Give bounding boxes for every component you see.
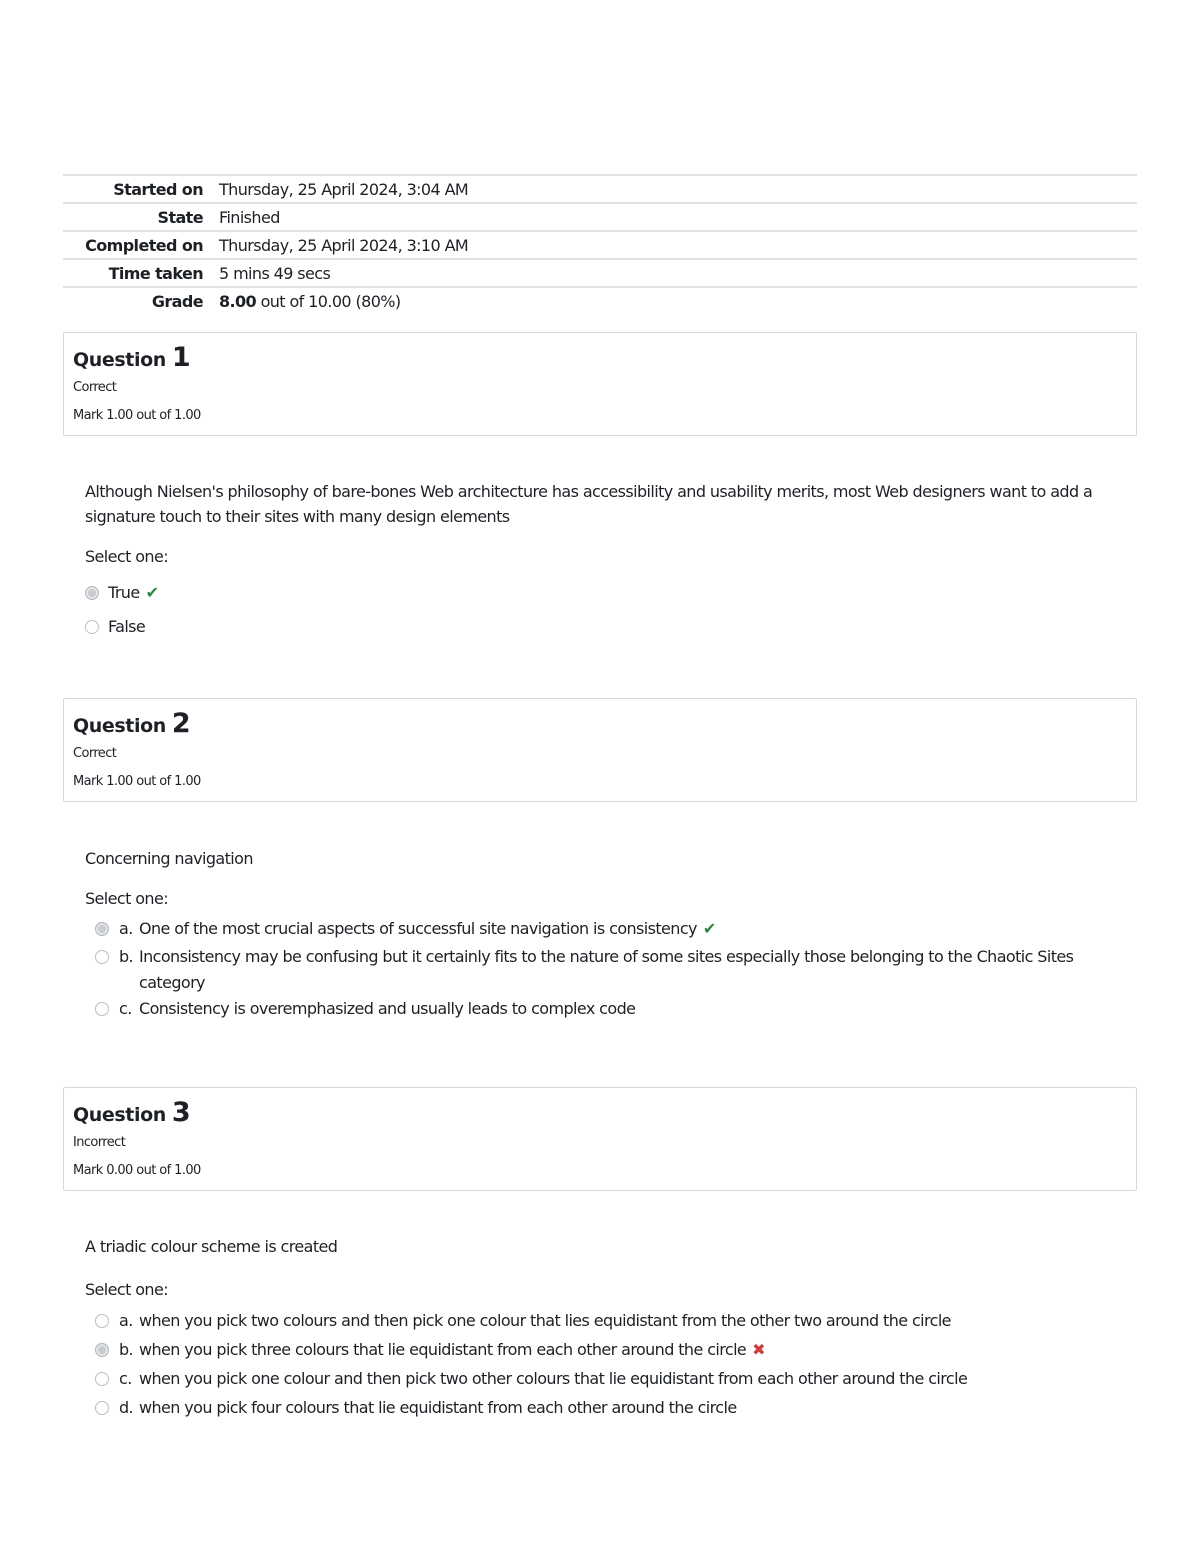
grade-score: 8.00 bbox=[219, 292, 257, 311]
answer-option-b[interactable] bbox=[95, 944, 1125, 996]
answer-options bbox=[85, 916, 1125, 1022]
question-state: Correct bbox=[73, 746, 117, 761]
question-1-content bbox=[85, 479, 1125, 640]
answer-option-c[interactable] bbox=[95, 996, 1125, 1022]
correct-check-icon: ✔ bbox=[702, 919, 716, 938]
summary-row-completed bbox=[63, 231, 1137, 259]
incorrect-cross-icon: ✖ bbox=[752, 1340, 765, 1359]
question-mark: Mark 0.00 out of 1.00 bbox=[73, 1163, 201, 1178]
option-label: True bbox=[108, 583, 140, 602]
question-number: Question 3 bbox=[73, 1097, 191, 1128]
option-label: Inconsistency may be confusing but it certainly fits to the nature of some sites especially those belonging to the Chaotic Sites category bbox=[139, 947, 1074, 992]
answer-options bbox=[85, 1308, 1125, 1421]
grade-rest: out of 10.00 (80%) bbox=[260, 292, 401, 311]
summary-label: Time taken bbox=[108, 263, 203, 283]
option-letter: b. bbox=[119, 947, 134, 966]
summary-row-grade bbox=[63, 287, 1137, 315]
summary-row-time-taken bbox=[63, 259, 1137, 287]
option-letter: c. bbox=[119, 999, 132, 1018]
answer-option-c[interactable] bbox=[95, 1366, 1125, 1395]
answer-option-a[interactable] bbox=[95, 1308, 1125, 1337]
option-letter: a. bbox=[119, 1311, 133, 1330]
option-letter: d. bbox=[119, 1398, 134, 1417]
option-label: when you pick four colours that lie equidistant from each other around the circle bbox=[139, 1398, 737, 1417]
summary-label: Started on bbox=[113, 179, 203, 199]
radio-button[interactable] bbox=[85, 620, 99, 634]
select-one-prompt: Select one: bbox=[85, 889, 169, 908]
question-state: Correct bbox=[73, 380, 117, 395]
summary-value: Thursday, 25 April 2024, 3:10 AM bbox=[219, 235, 469, 255]
option-label: False bbox=[108, 617, 146, 636]
question-3-content bbox=[85, 1234, 1125, 1421]
question-2-content bbox=[85, 846, 1125, 1022]
answer-options bbox=[85, 580, 1125, 640]
radio-button[interactable] bbox=[95, 1401, 109, 1415]
radio-button[interactable] bbox=[95, 922, 109, 936]
radio-button[interactable] bbox=[95, 1314, 109, 1328]
answer-option-false[interactable] bbox=[85, 614, 1125, 640]
summary-label: Grade bbox=[151, 292, 203, 311]
answer-option-a[interactable] bbox=[95, 916, 1125, 944]
question-1-info bbox=[63, 332, 1137, 436]
radio-button[interactable] bbox=[85, 586, 99, 600]
option-label: when you pick one colour and then pick two other colours that lie equidistant from each other around the circle bbox=[139, 1369, 968, 1388]
radio-button[interactable] bbox=[95, 1343, 109, 1357]
question-number: Question 1 bbox=[73, 342, 191, 373]
option-label: Consistency is overemphasized and usually leads to complex code bbox=[139, 999, 636, 1018]
option-label: when you pick three colours that lie equidistant from each other around the circle bbox=[139, 1340, 747, 1359]
question-text: A triadic colour scheme is created bbox=[85, 1237, 338, 1256]
question-number: Question 2 bbox=[73, 708, 191, 739]
option-letter: b. bbox=[119, 1340, 134, 1359]
summary-value: Thursday, 25 April 2024, 3:04 AM bbox=[219, 179, 469, 199]
select-one-prompt: Select one: bbox=[85, 547, 169, 566]
select-one-prompt: Select one: bbox=[85, 1280, 169, 1299]
summary-value bbox=[219, 287, 1137, 315]
radio-button[interactable] bbox=[95, 1002, 109, 1016]
option-letter: c. bbox=[119, 1369, 132, 1388]
summary-row-started bbox=[63, 175, 1137, 203]
radio-button[interactable] bbox=[95, 950, 109, 964]
question-mark: Mark 1.00 out of 1.00 bbox=[73, 408, 201, 423]
question-mark: Mark 1.00 out of 1.00 bbox=[73, 774, 201, 789]
summary-value: 5 mins 49 secs bbox=[219, 263, 331, 283]
attempt-summary-table bbox=[63, 174, 1137, 315]
option-label: One of the most crucial aspects of successful site navigation is consistency bbox=[139, 919, 697, 938]
summary-label: State bbox=[157, 207, 203, 227]
answer-option-d[interactable] bbox=[95, 1395, 1125, 1421]
question-state: Incorrect bbox=[73, 1135, 126, 1150]
answer-option-b[interactable] bbox=[95, 1337, 1125, 1366]
option-label: when you pick two colours and then pick one colour that lies equidistant from the other two around the circle bbox=[139, 1311, 951, 1330]
question-3-info bbox=[63, 1087, 1137, 1191]
summary-value: Finished bbox=[219, 207, 280, 227]
option-letter: a. bbox=[119, 919, 133, 938]
answer-option-true[interactable] bbox=[85, 580, 1125, 614]
correct-check-icon: ✔ bbox=[145, 583, 159, 602]
summary-label: Completed on bbox=[85, 235, 203, 255]
question-2-info bbox=[63, 698, 1137, 802]
summary-row-state bbox=[63, 203, 1137, 231]
question-text: Concerning navigation bbox=[85, 849, 253, 868]
radio-button[interactable] bbox=[95, 1372, 109, 1386]
question-text: Although Nielsen's philosophy of bare-bones Web architecture has accessibility and usability merits, most Web designers want to add a signature touch to their sites with many design elements bbox=[85, 482, 1093, 526]
